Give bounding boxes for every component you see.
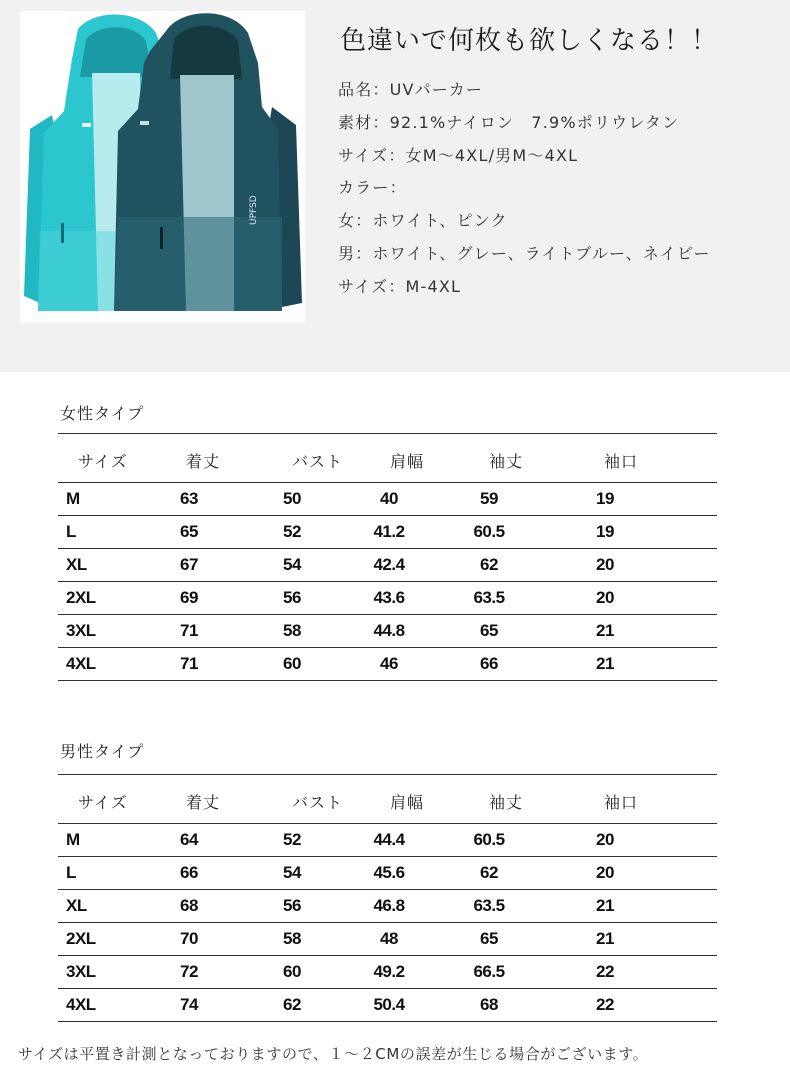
table-top-rule [58, 774, 717, 775]
measurement-cell: 52 [283, 830, 301, 849]
spec-men-colors: 男：ホワイト、グレー、ライトブルー、ネイビー [338, 244, 711, 263]
side-print-text: UPFSD [249, 195, 259, 225]
measurement-cell: 20 [596, 863, 614, 882]
measurement-cell: 43.6 [373, 588, 405, 607]
measurement-cell: 65 [480, 621, 498, 640]
measurement-cell: 63.5 [473, 588, 505, 607]
column-header: 肩幅 [390, 452, 425, 471]
measurement-cell: 49.2 [373, 962, 405, 981]
measurement-cell: 50.4 [373, 995, 405, 1014]
measurement-cell: 66 [180, 863, 198, 882]
measurement-cell: 19 [596, 522, 614, 541]
row-rule [58, 922, 717, 923]
measurement-cell: 68 [180, 896, 198, 915]
measurement-cell: 54 [283, 555, 301, 574]
spec-women-colors: 女：ホワイト、ピンク [338, 211, 508, 230]
measurement-cell: 21 [596, 929, 614, 948]
measurement-cell: 44.4 [373, 830, 405, 849]
measurement-cell: 64 [180, 830, 198, 849]
measurement-cell: 21 [596, 896, 614, 915]
column-header: バスト [292, 793, 344, 812]
measurement-cell: 40 [380, 489, 398, 508]
size-label-cell: M [66, 830, 80, 849]
headline: 色違いで何枚も欲しくなる！！ [340, 26, 719, 56]
row-rule [58, 614, 717, 615]
spec-product-name: 品名：UVパーカー [338, 80, 484, 99]
measurement-cell: 59 [480, 489, 498, 508]
row-rule [58, 955, 717, 956]
row-rule [58, 856, 717, 857]
measurement-cell: 63 [180, 489, 198, 508]
measurement-cell: 22 [596, 995, 614, 1014]
measurement-cell: 70 [180, 929, 198, 948]
size-label-cell: 2XL [66, 929, 96, 948]
measurement-cell: 22 [596, 962, 614, 981]
measurement-cell: 65 [480, 929, 498, 948]
measurement-cell: 58 [283, 929, 301, 948]
measurement-cell: 56 [283, 896, 301, 915]
size-label-cell: XL [66, 555, 87, 574]
measurement-cell: 62 [480, 863, 498, 882]
column-header: サイズ [78, 793, 128, 812]
row-rule [58, 515, 717, 516]
size-label-cell: XL [66, 896, 87, 915]
row-rule [58, 680, 717, 681]
measurement-cell: 58 [283, 621, 301, 640]
row-rule [58, 647, 717, 648]
measurement-cell: 42.4 [373, 555, 405, 574]
measurement-cell: 20 [596, 555, 614, 574]
measurement-cell: 62 [283, 995, 301, 1014]
row-rule [58, 581, 717, 582]
women-table-title: 女性タイプ [60, 404, 145, 423]
measurement-cell: 20 [596, 830, 614, 849]
spec-sizes: サイズ：M-4XL [338, 277, 462, 296]
measurement-cell: 21 [596, 621, 614, 640]
row-rule [58, 1021, 717, 1022]
measurement-cell: 45.6 [373, 863, 405, 882]
measurement-cell: 63.5 [473, 896, 505, 915]
measurement-cell: 72 [180, 962, 198, 981]
spec-size-range: サイズ：女M～4XL/男M～4XL [338, 146, 579, 165]
measurement-cell: 74 [180, 995, 198, 1014]
column-header: バスト [292, 452, 344, 471]
spec-color-label: カラー： [338, 178, 407, 197]
measurement-cell: 44.8 [373, 621, 405, 640]
measurement-cell: 60 [283, 962, 301, 981]
measurement-cell: 60.5 [473, 830, 505, 849]
measurement-cell: 50 [283, 489, 301, 508]
measurement-cell: 20 [596, 588, 614, 607]
measurement-cell: 46 [380, 654, 398, 673]
measurement-cell: 71 [180, 654, 198, 673]
size-label-cell: 2XL [66, 588, 96, 607]
row-rule [58, 889, 717, 890]
size-label-cell: 3XL [66, 962, 96, 981]
measurement-cell: 65 [180, 522, 198, 541]
column-header: サイズ [78, 452, 128, 471]
measurement-cell: 19 [596, 489, 614, 508]
measurement-cell: 66 [480, 654, 498, 673]
measurement-footnote: サイズは平置き計測となっておりますので、１～２CMの誤差が生じる場合がございます。 [18, 1045, 649, 1063]
measurement-cell: 68 [480, 995, 498, 1014]
size-label-cell: 4XL [66, 654, 96, 673]
measurement-cell: 67 [180, 555, 198, 574]
table-top-rule [58, 433, 717, 434]
column-header: 着丈 [186, 452, 221, 471]
size-label-cell: M [66, 489, 80, 508]
header-rule [58, 823, 717, 824]
measurement-cell: 60.5 [473, 522, 505, 541]
column-header: 袖口 [604, 452, 639, 471]
product-photo [20, 11, 305, 323]
product-info-panel [0, 0, 790, 372]
header-rule [58, 482, 717, 483]
measurement-cell: 54 [283, 863, 301, 882]
men-table-title: 男性タイプ [60, 742, 145, 761]
measurement-cell: 71 [180, 621, 198, 640]
measurement-cell: 60 [283, 654, 301, 673]
measurement-cell: 56 [283, 588, 301, 607]
row-rule [58, 988, 717, 989]
measurement-cell: 48 [380, 929, 398, 948]
jackets-illustration [20, 11, 305, 323]
column-header: 肩幅 [390, 793, 425, 812]
spec-material: 素材：92.1%ナイロン 7.9%ポリウレタン [338, 113, 680, 132]
row-rule [58, 548, 717, 549]
column-header: 袖丈 [489, 452, 524, 471]
size-label-cell: 4XL [66, 995, 96, 1014]
measurement-cell: 41.2 [373, 522, 405, 541]
measurement-cell: 62 [480, 555, 498, 574]
size-label-cell: L [66, 863, 76, 882]
measurement-cell: 46.8 [373, 896, 405, 915]
measurement-cell: 21 [596, 654, 614, 673]
size-label-cell: L [66, 522, 76, 541]
measurement-cell: 69 [180, 588, 198, 607]
size-label-cell: 3XL [66, 621, 96, 640]
column-header: 着丈 [186, 793, 221, 812]
measurement-cell: 52 [283, 522, 301, 541]
column-header: 袖口 [604, 793, 639, 812]
column-header: 袖丈 [489, 793, 524, 812]
measurement-cell: 66.5 [473, 962, 505, 981]
